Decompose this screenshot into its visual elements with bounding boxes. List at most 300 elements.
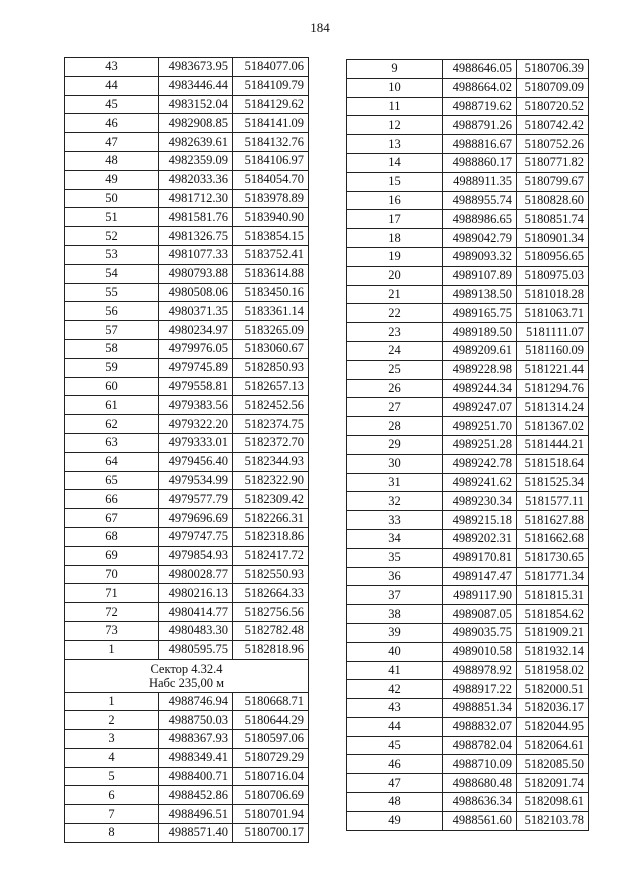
- point-number-cell: 45: [65, 95, 159, 114]
- x-coordinate-cell: 4979577.79: [159, 490, 233, 509]
- x-coordinate-cell: 4981077.33: [159, 245, 233, 264]
- y-coordinate-cell: 5182064.61: [517, 736, 589, 755]
- x-coordinate-cell: 4979383.56: [159, 396, 233, 415]
- y-coordinate-cell: 5182664.33: [233, 584, 309, 603]
- y-coordinate-cell: 5184106.97: [233, 151, 309, 170]
- y-coordinate-cell: 5181111.07: [517, 323, 589, 342]
- point-number-cell: 69: [65, 546, 159, 565]
- point-number-cell: 38: [347, 605, 443, 624]
- table-row: [347, 78, 589, 97]
- x-coordinate-cell: 4989215.18: [443, 511, 517, 530]
- x-coordinate-cell: 4989241.62: [443, 473, 517, 492]
- y-coordinate-cell: 5182417.72: [233, 546, 309, 565]
- point-number-cell: 63: [65, 433, 159, 452]
- x-coordinate-cell: 4979322.20: [159, 415, 233, 434]
- table-row: [347, 774, 589, 793]
- table-row: [347, 379, 589, 398]
- x-coordinate-cell: 4988791.26: [443, 116, 517, 135]
- y-coordinate-cell: 5182372.70: [233, 433, 309, 452]
- point-number-cell: 5: [65, 767, 159, 786]
- y-coordinate-cell: 5180706.39: [517, 60, 589, 79]
- y-coordinate-cell: 5181909.21: [517, 623, 589, 642]
- section-header-cell: [65, 659, 309, 692]
- table-row: [65, 621, 309, 640]
- y-coordinate-cell: 5182782.48: [233, 621, 309, 640]
- y-coordinate-cell: 5183752.41: [233, 245, 309, 264]
- table-row: [65, 509, 309, 528]
- table-row: [65, 227, 309, 246]
- table-row: [65, 321, 309, 340]
- point-number-cell: 10: [347, 78, 443, 97]
- x-coordinate-cell: 4988978.92: [443, 661, 517, 680]
- point-number-cell: 21: [347, 285, 443, 304]
- point-number-cell: 71: [65, 584, 159, 603]
- table-row: [347, 247, 589, 266]
- table-row: [347, 210, 589, 229]
- point-number-cell: 37: [347, 586, 443, 605]
- x-coordinate-cell: 4989035.75: [443, 623, 517, 642]
- table-row: [65, 208, 309, 227]
- y-coordinate-cell: 5182550.93: [233, 565, 309, 584]
- table-row: [65, 339, 309, 358]
- point-number-cell: 68: [65, 527, 159, 546]
- point-number-cell: 46: [65, 114, 159, 133]
- x-coordinate-cell: 4989138.50: [443, 285, 517, 304]
- point-number-cell: 22: [347, 304, 443, 323]
- table-row: [347, 191, 589, 210]
- table-row: [347, 135, 589, 154]
- point-number-cell: 43: [65, 58, 159, 77]
- left-table-rows-a: [65, 58, 309, 660]
- y-coordinate-cell: 5181367.02: [517, 417, 589, 436]
- point-number-cell: 47: [65, 133, 159, 152]
- y-coordinate-cell: 5181063.71: [517, 304, 589, 323]
- x-coordinate-cell: 4981326.75: [159, 227, 233, 246]
- y-coordinate-cell: 5181577.11: [517, 492, 589, 511]
- y-coordinate-cell: 5183940.90: [233, 208, 309, 227]
- x-coordinate-cell: 4988367.93: [159, 730, 233, 749]
- y-coordinate-cell: 5182091.74: [517, 774, 589, 793]
- x-coordinate-cell: 4980414.77: [159, 603, 233, 622]
- y-coordinate-cell: 5184129.62: [233, 95, 309, 114]
- y-coordinate-cell: 5180706.69: [233, 786, 309, 805]
- y-coordinate-cell: 5184077.06: [233, 58, 309, 77]
- point-number-cell: 48: [65, 151, 159, 170]
- y-coordinate-cell: 5180644.29: [233, 711, 309, 730]
- y-coordinate-cell: 5181932.14: [517, 642, 589, 661]
- table-row: [347, 266, 589, 285]
- coordinates-table-right: [346, 59, 589, 831]
- table-row: [65, 76, 309, 95]
- y-coordinate-cell: 5180700.17: [233, 824, 309, 843]
- point-number-cell: 17: [347, 210, 443, 229]
- y-coordinate-cell: 5182309.42: [233, 490, 309, 509]
- x-coordinate-cell: 4989042.79: [443, 229, 517, 248]
- right-table-rows: [347, 60, 589, 831]
- point-number-cell: 23: [347, 323, 443, 342]
- x-coordinate-cell: 4988832.07: [443, 717, 517, 736]
- table-row: [347, 793, 589, 812]
- table-row: [65, 151, 309, 170]
- table-row: [65, 603, 309, 622]
- point-number-cell: 59: [65, 358, 159, 377]
- x-coordinate-cell: 4988646.05: [443, 60, 517, 79]
- x-coordinate-cell: 4988710.09: [443, 755, 517, 774]
- x-coordinate-cell: 4982908.85: [159, 114, 233, 133]
- x-coordinate-cell: 4989087.05: [443, 605, 517, 624]
- x-coordinate-cell: 4989202.31: [443, 529, 517, 548]
- y-coordinate-cell: 5182044.95: [517, 717, 589, 736]
- point-number-cell: 32: [347, 492, 443, 511]
- table-row: [65, 584, 309, 603]
- point-number-cell: 51: [65, 208, 159, 227]
- table-row: [347, 360, 589, 379]
- point-number-cell: 14: [347, 153, 443, 172]
- table-row: [347, 811, 589, 830]
- x-coordinate-cell: 4989251.70: [443, 417, 517, 436]
- point-number-cell: 53: [65, 245, 159, 264]
- y-coordinate-cell: 5182818.96: [233, 640, 309, 659]
- x-coordinate-cell: 4989170.81: [443, 548, 517, 567]
- y-coordinate-cell: 5183060.67: [233, 339, 309, 358]
- y-coordinate-cell: 5182266.31: [233, 509, 309, 528]
- y-coordinate-cell: 5180851.74: [517, 210, 589, 229]
- table-row: [65, 786, 309, 805]
- point-number-cell: 48: [347, 793, 443, 812]
- y-coordinate-cell: 5180709.09: [517, 78, 589, 97]
- table-row: [347, 492, 589, 511]
- x-coordinate-cell: 4989247.07: [443, 398, 517, 417]
- point-number-cell: 66: [65, 490, 159, 509]
- y-coordinate-cell: 5182657.13: [233, 377, 309, 396]
- point-number-cell: 50: [65, 189, 159, 208]
- y-coordinate-cell: 5180701.94: [233, 805, 309, 824]
- left-table-rows-b: [65, 692, 309, 842]
- x-coordinate-cell: 4988746.94: [159, 692, 233, 711]
- x-coordinate-cell: 4979558.81: [159, 377, 233, 396]
- y-coordinate-cell: 5181018.28: [517, 285, 589, 304]
- x-coordinate-cell: 4981581.76: [159, 208, 233, 227]
- table-row: [65, 565, 309, 584]
- x-coordinate-cell: 4988851.34: [443, 699, 517, 718]
- table-row: [65, 767, 309, 786]
- x-coordinate-cell: 4989230.34: [443, 492, 517, 511]
- x-coordinate-cell: 4988750.03: [159, 711, 233, 730]
- table-row: [65, 396, 309, 415]
- point-number-cell: 34: [347, 529, 443, 548]
- table-row: [65, 58, 309, 77]
- x-coordinate-cell: 4983152.04: [159, 95, 233, 114]
- point-number-cell: 12: [347, 116, 443, 135]
- table-row: [347, 717, 589, 736]
- x-coordinate-cell: 4989244.34: [443, 379, 517, 398]
- x-coordinate-cell: 4983673.95: [159, 58, 233, 77]
- point-number-cell: 26: [347, 379, 443, 398]
- point-number-cell: 42: [347, 680, 443, 699]
- point-number-cell: 62: [65, 415, 159, 434]
- point-number-cell: 56: [65, 302, 159, 321]
- y-coordinate-cell: 5180752.26: [517, 135, 589, 154]
- x-coordinate-cell: 4980371.35: [159, 302, 233, 321]
- table-row: [347, 529, 589, 548]
- x-coordinate-cell: 4982033.36: [159, 170, 233, 189]
- y-coordinate-cell: 5181958.02: [517, 661, 589, 680]
- y-coordinate-cell: 5180597.06: [233, 730, 309, 749]
- y-coordinate-cell: 5180799.67: [517, 172, 589, 191]
- table-row: [347, 97, 589, 116]
- table-row: [347, 304, 589, 323]
- table-row: [347, 680, 589, 699]
- x-coordinate-cell: 4988636.34: [443, 793, 517, 812]
- table-row: [65, 730, 309, 749]
- point-number-cell: 41: [347, 661, 443, 680]
- table-row: [65, 358, 309, 377]
- coordinates-table-left: [64, 57, 309, 843]
- x-coordinate-cell: 4988782.04: [443, 736, 517, 755]
- y-coordinate-cell: 5182103.78: [517, 811, 589, 830]
- table-row: [65, 114, 309, 133]
- point-number-cell: 24: [347, 341, 443, 360]
- point-number-cell: 13: [347, 135, 443, 154]
- y-coordinate-cell: 5182000.51: [517, 680, 589, 699]
- x-coordinate-cell: 4979747.75: [159, 527, 233, 546]
- point-number-cell: 27: [347, 398, 443, 417]
- point-number-cell: 47: [347, 774, 443, 793]
- table-row: [347, 736, 589, 755]
- point-number-cell: 6: [65, 786, 159, 805]
- x-coordinate-cell: 4988680.48: [443, 774, 517, 793]
- x-coordinate-cell: 4989209.61: [443, 341, 517, 360]
- point-number-cell: 64: [65, 452, 159, 471]
- x-coordinate-cell: 4980508.06: [159, 283, 233, 302]
- x-coordinate-cell: 4980793.88: [159, 264, 233, 283]
- point-number-cell: 65: [65, 471, 159, 490]
- x-coordinate-cell: 4979976.05: [159, 339, 233, 358]
- point-number-cell: 3: [65, 730, 159, 749]
- point-number-cell: 35: [347, 548, 443, 567]
- y-coordinate-cell: 5184141.09: [233, 114, 309, 133]
- x-coordinate-cell: 4988816.67: [443, 135, 517, 154]
- x-coordinate-cell: 4980234.97: [159, 321, 233, 340]
- table-row: [65, 748, 309, 767]
- y-coordinate-cell: 5180668.71: [233, 692, 309, 711]
- y-coordinate-cell: 5183978.89: [233, 189, 309, 208]
- table-row: [65, 377, 309, 396]
- point-number-cell: 49: [347, 811, 443, 830]
- y-coordinate-cell: 5182756.56: [233, 603, 309, 622]
- x-coordinate-cell: 4979745.89: [159, 358, 233, 377]
- y-coordinate-cell: 5184132.76: [233, 133, 309, 152]
- x-coordinate-cell: 4989165.75: [443, 304, 517, 323]
- point-number-cell: 43: [347, 699, 443, 718]
- x-coordinate-cell: 4979854.93: [159, 546, 233, 565]
- y-coordinate-cell: 5181627.88: [517, 511, 589, 530]
- x-coordinate-cell: 4989228.98: [443, 360, 517, 379]
- x-coordinate-cell: 4989093.32: [443, 247, 517, 266]
- table-row: [347, 642, 589, 661]
- y-coordinate-cell: 5183361.14: [233, 302, 309, 321]
- table-row: [65, 264, 309, 283]
- x-coordinate-cell: 4982359.09: [159, 151, 233, 170]
- y-coordinate-cell: 5181815.31: [517, 586, 589, 605]
- page-number: 184: [310, 20, 330, 35]
- x-coordinate-cell: 4989242.78: [443, 454, 517, 473]
- point-number-cell: 25: [347, 360, 443, 379]
- x-coordinate-cell: 4979696.69: [159, 509, 233, 528]
- point-number-cell: 60: [65, 377, 159, 396]
- y-coordinate-cell: 5181314.24: [517, 398, 589, 417]
- point-number-cell: 70: [65, 565, 159, 584]
- table-row: [65, 490, 309, 509]
- y-coordinate-cell: 5181160.09: [517, 341, 589, 360]
- table-row: [65, 711, 309, 730]
- x-coordinate-cell: 4989117.90: [443, 586, 517, 605]
- table-row: [347, 398, 589, 417]
- table-row: [347, 116, 589, 135]
- section-title: Сектор 4.32.4: [150, 661, 223, 676]
- y-coordinate-cell: 5180956.65: [517, 247, 589, 266]
- y-coordinate-cell: 5180975.03: [517, 266, 589, 285]
- x-coordinate-cell: 4988561.60: [443, 811, 517, 830]
- point-number-cell: 16: [347, 191, 443, 210]
- x-coordinate-cell: 4982639.61: [159, 133, 233, 152]
- y-coordinate-cell: 5180771.82: [517, 153, 589, 172]
- table-row: [347, 661, 589, 680]
- point-number-cell: 36: [347, 567, 443, 586]
- y-coordinate-cell: 5182322.90: [233, 471, 309, 490]
- y-coordinate-cell: 5181444.21: [517, 435, 589, 454]
- table-row: [65, 170, 309, 189]
- table-row: [347, 605, 589, 624]
- x-coordinate-cell: 4979333.01: [159, 433, 233, 452]
- x-coordinate-cell: 4980028.77: [159, 565, 233, 584]
- y-coordinate-cell: 5180716.04: [233, 767, 309, 786]
- point-number-cell: 20: [347, 266, 443, 285]
- y-coordinate-cell: 5180720.52: [517, 97, 589, 116]
- table-row: [65, 692, 309, 711]
- point-number-cell: 1: [65, 640, 159, 659]
- y-coordinate-cell: 5184109.79: [233, 76, 309, 95]
- table-row: [347, 755, 589, 774]
- x-coordinate-cell: 4988911.35: [443, 172, 517, 191]
- y-coordinate-cell: 5183450.16: [233, 283, 309, 302]
- point-number-cell: 67: [65, 509, 159, 528]
- table-row: [347, 473, 589, 492]
- x-coordinate-cell: 4988917.22: [443, 680, 517, 699]
- x-coordinate-cell: 4989189.50: [443, 323, 517, 342]
- table-row: [65, 824, 309, 843]
- point-number-cell: 49: [65, 170, 159, 189]
- x-coordinate-cell: 4989251.28: [443, 435, 517, 454]
- y-coordinate-cell: 5180729.29: [233, 748, 309, 767]
- x-coordinate-cell: 4979534.99: [159, 471, 233, 490]
- table-row: [65, 640, 309, 659]
- x-coordinate-cell: 4980595.75: [159, 640, 233, 659]
- point-number-cell: 8: [65, 824, 159, 843]
- y-coordinate-cell: 5180742.42: [517, 116, 589, 135]
- y-coordinate-cell: 5181662.68: [517, 529, 589, 548]
- point-number-cell: 29: [347, 435, 443, 454]
- table-row: [65, 805, 309, 824]
- table-row: [347, 511, 589, 530]
- table-row: [65, 546, 309, 565]
- section-height: Набс 235,00 м: [148, 675, 225, 690]
- point-number-cell: 15: [347, 172, 443, 191]
- y-coordinate-cell: 5182098.61: [517, 793, 589, 812]
- table-row: [347, 435, 589, 454]
- table-row: [347, 229, 589, 248]
- point-number-cell: 18: [347, 229, 443, 248]
- table-row: [347, 285, 589, 304]
- point-number-cell: 2: [65, 711, 159, 730]
- y-coordinate-cell: 5182036.17: [517, 699, 589, 718]
- y-coordinate-cell: 5181221.44: [517, 360, 589, 379]
- point-number-cell: 4: [65, 748, 159, 767]
- point-number-cell: 1: [65, 692, 159, 711]
- y-coordinate-cell: 5182850.93: [233, 358, 309, 377]
- x-coordinate-cell: 4980216.13: [159, 584, 233, 603]
- point-number-cell: 54: [65, 264, 159, 283]
- x-coordinate-cell: 4988349.41: [159, 748, 233, 767]
- y-coordinate-cell: 5180901.34: [517, 229, 589, 248]
- point-number-cell: 28: [347, 417, 443, 436]
- table-row: [347, 417, 589, 436]
- x-coordinate-cell: 4988860.17: [443, 153, 517, 172]
- x-coordinate-cell: 4989147.47: [443, 567, 517, 586]
- y-coordinate-cell: 5182085.50: [517, 755, 589, 774]
- point-number-cell: 40: [347, 642, 443, 661]
- x-coordinate-cell: 4981712.30: [159, 189, 233, 208]
- table-row: [347, 623, 589, 642]
- point-number-cell: 30: [347, 454, 443, 473]
- y-coordinate-cell: 5183614.88: [233, 264, 309, 283]
- x-coordinate-cell: 4980483.30: [159, 621, 233, 640]
- x-coordinate-cell: 4988496.51: [159, 805, 233, 824]
- table-row: [347, 454, 589, 473]
- x-coordinate-cell: 4979456.40: [159, 452, 233, 471]
- point-number-cell: 19: [347, 247, 443, 266]
- table-row: [65, 133, 309, 152]
- point-number-cell: 61: [65, 396, 159, 415]
- x-coordinate-cell: 4988571.40: [159, 824, 233, 843]
- section-header-row: [65, 659, 309, 692]
- point-number-cell: 31: [347, 473, 443, 492]
- table-row: [65, 471, 309, 490]
- y-coordinate-cell: 5181771.34: [517, 567, 589, 586]
- table-row: [347, 567, 589, 586]
- point-number-cell: 9: [347, 60, 443, 79]
- table-row: [347, 153, 589, 172]
- point-number-cell: 39: [347, 623, 443, 642]
- point-number-cell: 55: [65, 283, 159, 302]
- table-row: [347, 548, 589, 567]
- point-number-cell: 58: [65, 339, 159, 358]
- y-coordinate-cell: 5182374.75: [233, 415, 309, 434]
- table-row: [65, 415, 309, 434]
- point-number-cell: 52: [65, 227, 159, 246]
- x-coordinate-cell: 4988400.71: [159, 767, 233, 786]
- y-coordinate-cell: 5184054.70: [233, 170, 309, 189]
- table-row: [347, 323, 589, 342]
- y-coordinate-cell: 5183854.15: [233, 227, 309, 246]
- point-number-cell: 44: [347, 717, 443, 736]
- point-number-cell: 11: [347, 97, 443, 116]
- point-number-cell: 45: [347, 736, 443, 755]
- x-coordinate-cell: 4989010.58: [443, 642, 517, 661]
- table-row: [347, 699, 589, 718]
- table-row: [347, 586, 589, 605]
- point-number-cell: 33: [347, 511, 443, 530]
